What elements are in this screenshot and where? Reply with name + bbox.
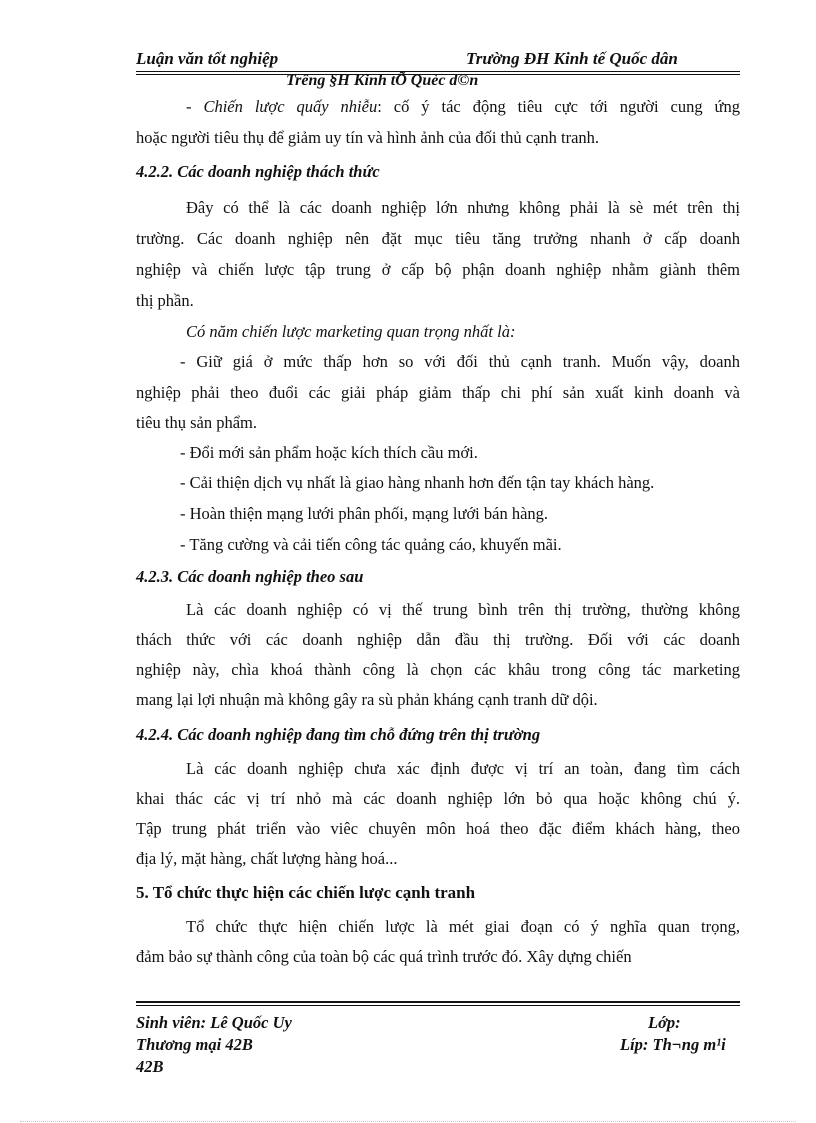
bullet-line: - Cải thiện dịch vụ nhất là giao hàng nhanh hơn đến tận tay khách hàng. [180, 473, 655, 492]
footer-student: Sinh viên: Lê Quốc Uy [136, 1013, 292, 1032]
paragraph-line: nghiệp phải theo đuổi các giải pháp giảm thấp chi phí sản xuất kinh doanh và [136, 383, 740, 402]
paragraph-line: - Chiến lược quấy nhiễu: cố ý tác động tiêu cực tới người cung ứng [186, 97, 740, 116]
footer-class-code: 42B [136, 1057, 164, 1076]
footer-class-garbled: Líp: Th¬ng m¹i [620, 1035, 726, 1054]
page-bottom-divider [20, 1121, 796, 1122]
paragraph-line: Là các doanh nghiệp chưa xác định được vị trí an toàn, đang tìm cách [186, 759, 740, 778]
paragraph-line: đảm bảo sự thành công của toàn bộ các quá trình trước đó. Xây dựng chiến [136, 947, 632, 966]
paragraph-line: Đây có thể là các doanh nghiệp lớn nhưng không phải là sè mét trên thị [186, 198, 740, 217]
bullet-line: - Đổi mới sản phẩm hoặc kích thích cầu mới. [180, 443, 478, 462]
footer-rule-top [136, 1001, 740, 1003]
paragraph-line: hoặc người tiêu thụ để giảm uy tín và hình ảnh của đối thủ cạnh tranh. [136, 128, 600, 147]
header-garbled: Trêng §H Kinh tÕ Quèc d©n [286, 72, 479, 89]
footer-class-name: Thương mại 42B [136, 1035, 253, 1054]
paragraph-line: Tập trung phát triển vào viêc chuyên môn hoá theo đặc điểm khách hàng, theo [136, 819, 740, 838]
paragraph-line: mang lại lợi nhuận mà không gây ra sù phản kháng cạnh tranh dữ dội. [136, 690, 598, 709]
header-right: Trường ĐH Kinh tế Quốc dân [466, 49, 678, 68]
paragraph-line-italic: Có năm chiến lược marketing quan trọng nhất là: [186, 322, 516, 341]
footer-rule-bottom [136, 1005, 740, 1006]
section-heading-4-2-3: 4.2.3. Các doanh nghiệp theo sau [136, 567, 364, 586]
bullet-line: - Giữ giá ở mức thấp hơn so với đối thủ cạnh tranh. Muốn vậy, doanh [180, 352, 740, 371]
bullet-line: - Tăng cường và cải tiến công tác quảng cáo, khuyến mãi. [180, 535, 562, 554]
paragraph-line: khai thác các vị trí nhỏ mà các doanh nghiệp lớn bỏ qua hoặc không chú ý. [136, 789, 740, 808]
section-heading-4-2-2: 4.2.2. Các doanh nghiệp thách thức [136, 162, 380, 181]
paragraph-line: thị phần. [136, 291, 194, 310]
paragraph-line: nghiệp này, chìa khoá thành công là chọn các khâu trong công tác marketing [136, 660, 740, 679]
paragraph-line: địa lý, mặt hàng, chất lượng hàng hoá... [136, 849, 398, 868]
header-left: Luận văn tốt nghiệp [136, 49, 279, 68]
footer-class-label: Lớp: [648, 1013, 681, 1032]
paragraph-line: trường. Các doanh nghiệp nên đặt mục tiêu tăng trưởng nhanh ở cấp doanh [136, 229, 740, 248]
paragraph-line: Là các doanh nghiệp có vị thế trung bình trên thị trường, thường không [186, 600, 740, 619]
paragraph-line: Tổ chức thực hiện chiến lược là mét giai đoạn có ý nghĩa quan trọng, [186, 917, 740, 936]
paragraph-line: thách thức với các doanh nghiệp dẫn đầu thị trường. Đối với các doanh [136, 630, 740, 649]
italic-term: - Chiến lược quấy nhiễu [186, 97, 378, 116]
bullet-line: - Hoàn thiện mạng lưới phân phối, mạng lưới bán hàng. [180, 504, 549, 523]
section-heading-4-2-4: 4.2.4. Các doanh nghiệp đang tìm chỗ đứng trên thị trường [136, 725, 541, 744]
section-heading-5: 5. Tổ chức thực hiện các chiến lược cạnh tranh [136, 883, 476, 902]
paragraph-line: tiêu thụ sản phẩm. [136, 413, 257, 432]
paragraph-line: nghiệp và chiến lược tập trung ở cấp bộ phận doanh nghiệp nhằm giành thêm [136, 260, 740, 279]
